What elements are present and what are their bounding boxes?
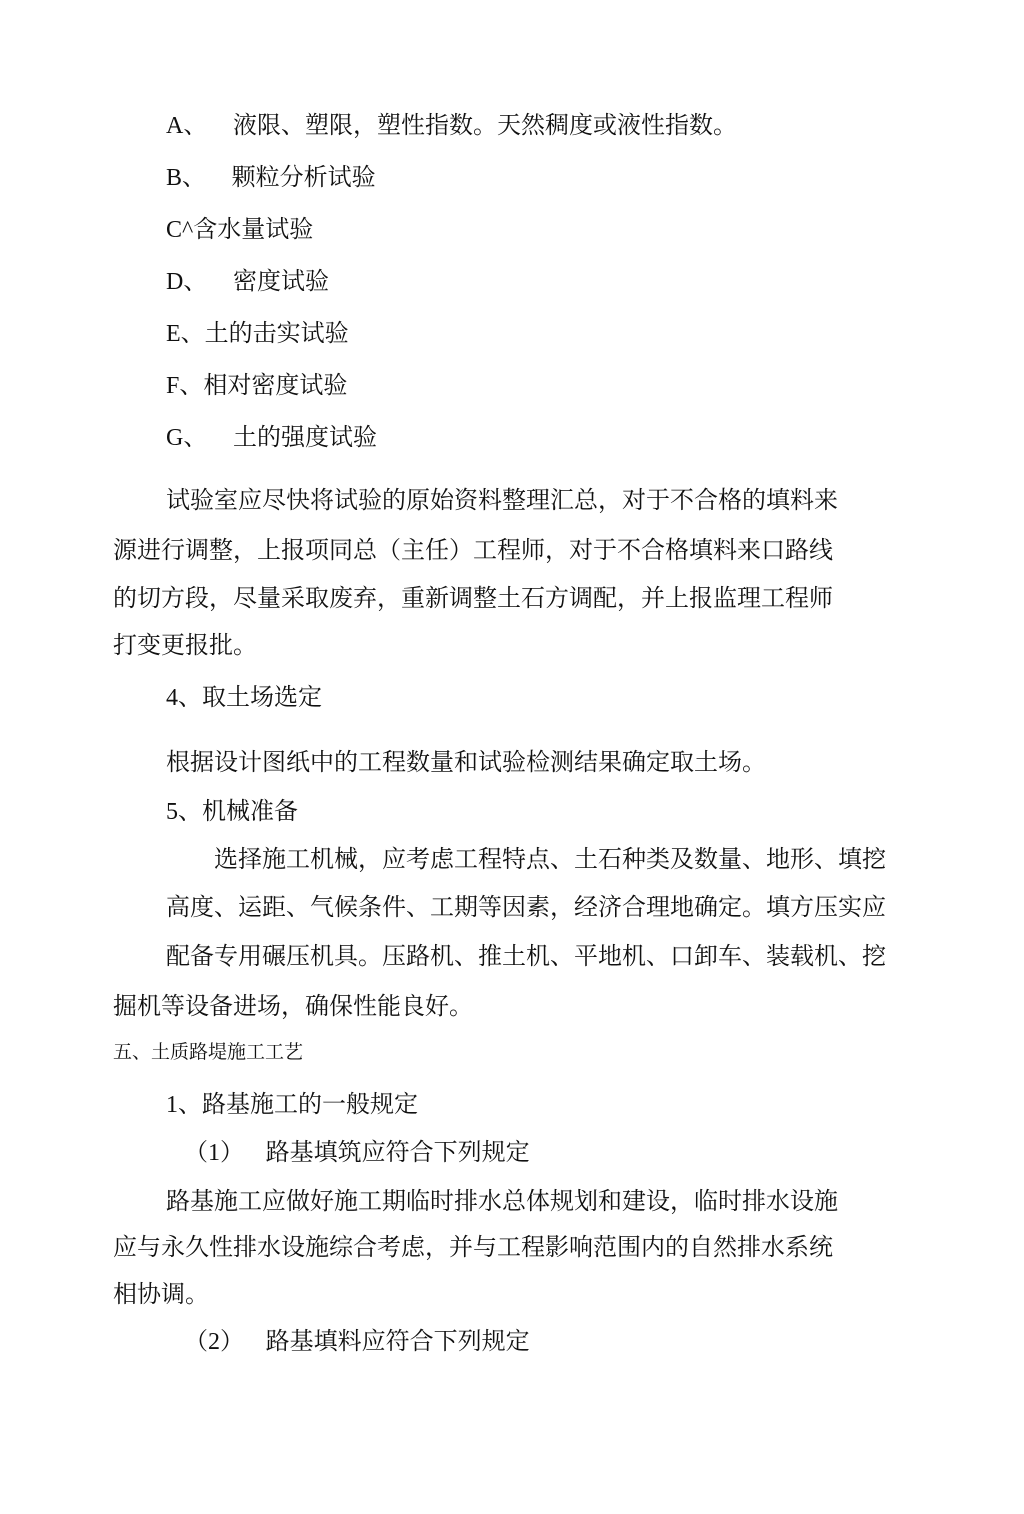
list-letter: C^ <box>166 217 194 243</box>
list-text: 颗粒分析试验 <box>231 163 376 191</box>
subheading-text: 路基填筑应符合下列规定 <box>265 1138 530 1166</box>
list-item-f <box>166 369 347 402</box>
list-item-b <box>166 161 376 194</box>
subheading-number: （2） <box>184 1329 244 1355</box>
paragraph-line: 应与永久性排水设施综合考虑，并与工程影响范围内的自然排水系统 <box>113 1233 833 1261</box>
heading-borrow-pit <box>166 681 322 714</box>
paragraph-line: 打变更报批。 <box>113 631 257 659</box>
list-item-c <box>166 213 313 246</box>
paragraph-line: 根据设计图纸中的工程数量和试验检测结果确定取土场。 <box>166 748 766 776</box>
paragraph-line: 高度、运距、气候条件、工期等因素，经济合理地确定。填方压实应 <box>166 893 886 921</box>
list-text: 相对密度试验 <box>203 371 348 399</box>
list-text: 土的击实试验 <box>204 319 349 347</box>
subheading-number: （1） <box>184 1140 244 1166</box>
list-text: 密度试验 <box>232 267 329 295</box>
heading-text: 路基施工的一般规定 <box>202 1090 418 1118</box>
subheading-2 <box>184 1325 530 1358</box>
list-text: 液限、塑限，塑性指数。天然稠度或液性指数。 <box>232 111 737 139</box>
paragraph-line: 相协调。 <box>113 1280 209 1308</box>
heading-text: 机械准备 <box>202 797 298 825</box>
paragraph-line: 路基施工应做好施工期临时排水总体规划和建设，临时排水设施 <box>166 1187 838 1215</box>
list-item-g <box>166 421 377 454</box>
section-heading: 五、土质路堤施工工艺 <box>113 1041 304 1063</box>
list-item-e <box>166 317 349 350</box>
subheading-text: 路基填料应符合下列规定 <box>265 1327 530 1355</box>
list-letter: A、 <box>166 113 208 139</box>
paragraph-line: 的切方段，尽量采取废弃，重新调整土石方调配，并上报监理工程师 <box>113 584 833 612</box>
heading-machinery <box>166 795 298 828</box>
paragraph-line: 配备专用碾压机具。压路机、推土机、平地机、口卸车、装载机、挖 <box>166 942 886 970</box>
list-item-d <box>166 265 329 298</box>
subheading-1 <box>184 1136 530 1169</box>
list-letter: D、 <box>166 269 208 295</box>
list-letter: G、 <box>166 425 208 451</box>
heading-text: 取土场选定 <box>202 683 322 711</box>
paragraph-line: 选择施工机械，应考虑工程特点、土石种类及数量、地形、填挖 <box>214 845 886 873</box>
list-item-a <box>166 109 737 142</box>
heading-number: 5、 <box>166 799 202 825</box>
list-text: 含水量试验 <box>193 215 314 243</box>
heading-general <box>166 1088 418 1121</box>
list-letter: B、 <box>166 165 207 191</box>
paragraph-line: 源进行调整，上报项同总（主任）工程师，对于不合格填料来口路线 <box>113 536 833 564</box>
paragraph-line: 试验室应尽快将试验的原始资料整理汇总，对于不合格的填料来 <box>166 486 838 514</box>
paragraph-line: 掘机等设备进场，确保性能良好。 <box>113 992 473 1020</box>
heading-number: 1、 <box>166 1092 202 1118</box>
list-letter: E、 <box>166 321 205 347</box>
heading-number: 4、 <box>166 685 202 711</box>
list-letter: F、 <box>166 373 204 399</box>
list-text: 土的强度试验 <box>232 423 377 451</box>
